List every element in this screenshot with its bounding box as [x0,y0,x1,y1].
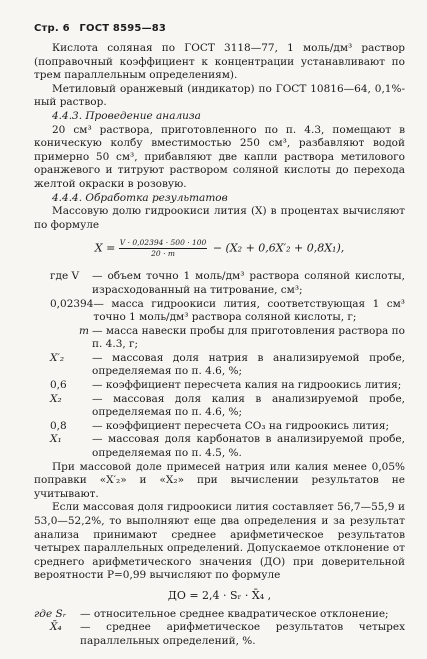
definition-symbol: 0,6 [50,379,67,392]
paragraph-deviation: Если массовая доля гидроокиси лития составляет 56,7—55,9 и 53,0—52,2%, то выполняют еще два определения и за результат анализа принимают среднее арифметическое результатов четырех параллельных определений. Допускаемое отклонение от среднего арифметического значения (ДО) при доверительной вероятности P=0,99 вычисляют по формуле [34,501,405,582]
definition-row [34,379,405,393]
definition-text: — коэффициент пересчета CO₃ на гидроокись лития; [92,419,389,432]
where-symbol: X̄₄ [50,621,62,634]
page-header [34,22,172,36]
definition-row [34,433,405,460]
paragraph-impurities: При массовой доле примесей натрия или калия менее 0,05% поправки «X′₂» и «X₂» при вычислении результатов не учитывают. [34,460,405,500]
paragraph-procedure: 20 см³ раствора, приготовленного по п. 4.3, помещают в коническую колбу вместимостью 250 см³, разбавляют водой примерно 50 см³, прибавляют две капли раствора метилового оранжевого и титруют раствором соляной кислоты до перехода желтой окраски в розовую. [34,123,405,190]
definition-symbol: 0,8 [50,419,67,432]
definition-symbol: где V [50,270,80,283]
section-4-4-3-heading: 4.4.3. Проведение анализа [52,109,201,122]
where-row [34,608,405,622]
definition-text: — масса гидроокиси лития, соответствующая 1 см³ точно 1 моль/дм³ раствора соляной кислоты, г; [93,297,405,324]
formula-lhs: X = [94,241,116,255]
section-4-4-4-heading: 4.4.4. Обработка результатов [52,191,228,204]
definition-row [34,298,405,325]
where-list [34,608,405,649]
definition-text: — массовая доля карбонатов в анализируемой пробе, определяемая по п. 4.5, %. [92,433,405,460]
definition-row [34,420,405,434]
definition-symbol: X′₂ [50,351,65,364]
definition-text: — масса навески пробы для приготовления раствора по п. 4.3, г; [92,324,405,351]
document-body [34,42,405,648]
where-symbol: где Sᵣ [34,607,67,620]
where-row [34,621,405,648]
definition-symbol: m [79,324,89,337]
where-text: — относительное среднее квадратическое отклонение; [80,607,389,620]
definition-text: — объем точно 1 моль/дм³ раствора соляной кислоты, израсходованный на титрование, см³; [92,270,405,296]
definition-symbol: X₂ [50,392,62,405]
formula-fraction [119,238,208,259]
gost-number: ГОСТ 8595—83 [79,23,167,34]
definition-text: — массовая доля натрия в анализируемой пробе, определяемая по п. 4.6, %; [92,351,405,378]
deviation-formula: ДО = 2,4 · Sᵣ · X̄₄ , [167,588,272,602]
definition-row [34,393,405,420]
definition-text: — коэффициент пересчета калия на гидроокись лития; [92,379,402,392]
formula-denominator: 20 · m [151,249,175,259]
definition-row [34,270,405,297]
definition-row [34,352,405,379]
formula-rhs: − (X₂ + 0,6X′₂ + 0,8X₁), [212,241,345,255]
definitions-list [34,270,405,460]
lithium-hydroxide-formula [34,238,405,264]
definition-row [34,325,405,352]
definition-symbol: X₁ [50,433,62,446]
formula-numerator: V · 0,02394 · 500 · 100 [119,238,207,248]
definition-text: — массовая доля калия в анализируемой пробе, определяемая по п. 4.6, %; [92,392,405,419]
paragraph-hydrochloric-acid: Кислота соляная по ГОСТ 3118—77, 1 моль/дм³ раствор (поправочный коэффициент к концентрации устанавливают по трем параллельным определениям). [34,42,405,82]
where-text: — среднее арифметическое результатов четырех параллельных определений, %. [80,621,405,647]
definition-symbol: 0,02394 [50,297,94,310]
paragraph-formula-intro: Массовую долю гидроокиси лития (X) в процентах вычисляют по формуле [34,205,405,231]
paragraph-methyl-orange: Метиловый оранжевый (индикатор) по ГОСТ 10816—64, 0,1%-ный раствор. [34,82,405,109]
page-number: Стр. 6 [34,23,70,34]
